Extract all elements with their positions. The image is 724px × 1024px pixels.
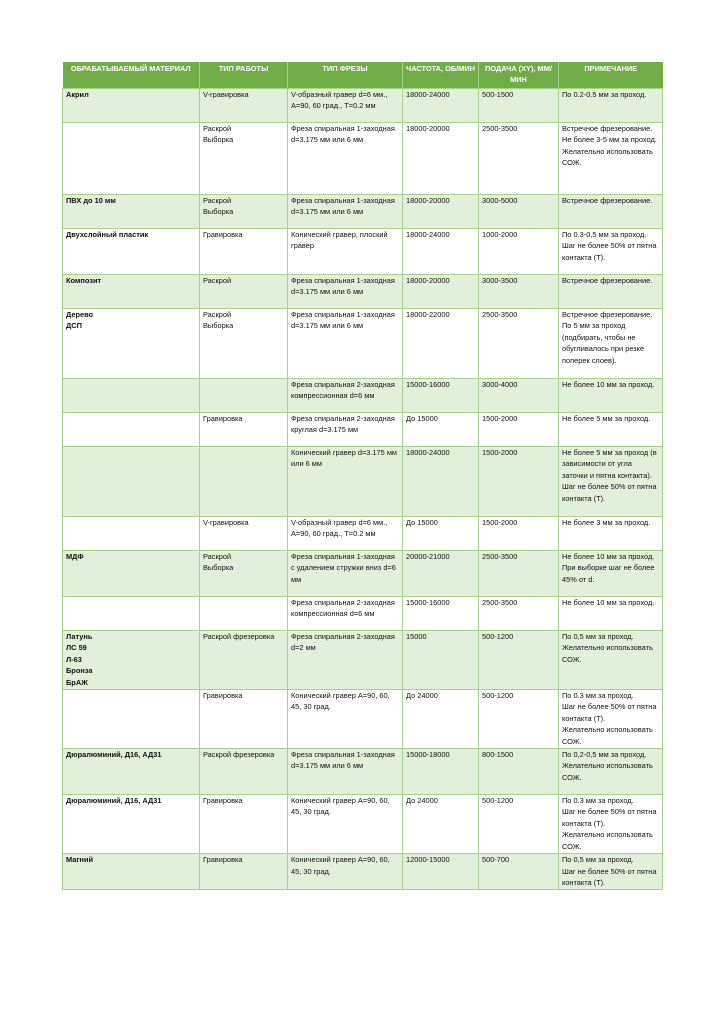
- cell-note: Встречное фрезерование. Не более 3-5 мм за проход. Желательно использовать СОЖ.: [559, 123, 663, 195]
- cell-rpm: До 15000: [403, 517, 479, 551]
- cell-material: [63, 597, 200, 631]
- table-row: [63, 123, 663, 195]
- cell-work-type: Раскрой Выборка: [200, 551, 288, 597]
- header-work-type: ТИП РАБОТЫ: [200, 62, 288, 89]
- cell-cutter-type: Конический гравер A=90, 60, 45, 30 град.: [288, 795, 403, 854]
- cell-cutter-type: Фреза спиральная 1-заходная d=3.175 мм или 6 мм: [288, 275, 403, 309]
- table-row: [63, 413, 663, 447]
- cell-cutter-type: Фреза спиральная 2-заходная компрессионная d=6 мм: [288, 379, 403, 413]
- cell-note: Не более 5 мм за проход (в зависимости от угла заточки и пятна контакта). Шаг не более 50% от пятна контакта (T).: [559, 447, 663, 517]
- cell-work-type: [200, 379, 288, 413]
- cell-feed: 2500-3500: [479, 597, 559, 631]
- cell-cutter-type: Конический гравер A=90, 60, 45, 30 град.: [288, 854, 403, 890]
- cell-work-type: V-гравировка: [200, 89, 288, 123]
- cell-rpm: 18000-24000: [403, 447, 479, 517]
- cell-note: Не более 3 мм за проход.: [559, 517, 663, 551]
- cell-cutter-type: Фреза спиральная 1-заходная d=3.175 мм или 6 мм: [288, 749, 403, 795]
- cell-cutter-type: Фреза спиральная 2-заходная компрессионная d=6 мм: [288, 597, 403, 631]
- cell-feed: 500-1200: [479, 631, 559, 690]
- cell-rpm: 18000-24000: [403, 229, 479, 275]
- cell-rpm: 15000-16000: [403, 379, 479, 413]
- header-material: ОБРАБАТЫВАЕМЫЙ МАТЕРИАЛ: [63, 62, 200, 89]
- table-row: [63, 195, 663, 229]
- cell-cutter-type: Конический гравер d=3.175 мм или 6 мм: [288, 447, 403, 517]
- cell-rpm: 18000-20000: [403, 123, 479, 195]
- cell-feed: 500-1200: [479, 795, 559, 854]
- cell-work-type: Раскрой Выборка: [200, 195, 288, 229]
- cell-cutter-type: Фреза спиральная 1-заходная d=3.175 мм или 6 мм: [288, 123, 403, 195]
- table-row: [63, 89, 663, 123]
- cell-note: По 0.3-0,5 мм за проход. Шаг не более 50% от пятна контакта (T).: [559, 229, 663, 275]
- cell-work-type: Раскрой фрезеровка: [200, 631, 288, 690]
- cell-feed: 1500-2000: [479, 517, 559, 551]
- cell-material: Латунь ЛС 59 Л-63 Бронза БрАЖ: [63, 631, 200, 690]
- table-row: [63, 517, 663, 551]
- cell-feed: 3000-5000: [479, 195, 559, 229]
- cell-note: По 0.3 мм за проход. Шаг не более 50% от пятна контакта (T). Желательно использовать СОЖ.: [559, 795, 663, 854]
- cell-rpm: 15000-16000: [403, 597, 479, 631]
- table-row: [63, 631, 663, 690]
- table-header-row: [63, 62, 663, 89]
- cell-material: Акрил: [63, 89, 200, 123]
- cell-material: Дерево ДСП: [63, 309, 200, 379]
- header-note: ПРИМЕЧАНИЕ: [559, 62, 663, 89]
- cell-material: ПВХ до 10 мм: [63, 195, 200, 229]
- cell-material: [63, 690, 200, 749]
- cell-material: [63, 379, 200, 413]
- cell-material: Двухслойный пластик: [63, 229, 200, 275]
- table-row: [63, 309, 663, 379]
- table-row: [63, 597, 663, 631]
- table-row: [63, 551, 663, 597]
- cell-work-type: Гравировка: [200, 229, 288, 275]
- cell-cutter-type: Фреза спиральная 2-заходная d=2 мм: [288, 631, 403, 690]
- cell-feed: 800-1500: [479, 749, 559, 795]
- cell-work-type: Гравировка: [200, 690, 288, 749]
- header-feed: ПОДАЧА (XY), ММ/МИН: [479, 62, 559, 89]
- cell-material: [63, 447, 200, 517]
- table-row: [63, 690, 663, 749]
- cell-note: Встречное фрезерование.: [559, 275, 663, 309]
- cell-work-type: [200, 447, 288, 517]
- table-row: [63, 229, 663, 275]
- cell-rpm: 18000-20000: [403, 275, 479, 309]
- cell-feed: 1500-2000: [479, 413, 559, 447]
- cell-work-type: V-гравировка: [200, 517, 288, 551]
- cell-feed: 2500-3500: [479, 551, 559, 597]
- cell-work-type: Гравировка: [200, 413, 288, 447]
- header-rpm: ЧАСТОТА, ОБ/МИН: [403, 62, 479, 89]
- cell-note: Встречное фрезерование. По 5 мм за проход (подбирать, чтобы не обугливалось при резке поперек слоев).: [559, 309, 663, 379]
- cell-cutter-type: Фреза спиральная 1-заходная d=3.175 мм или 6 мм: [288, 309, 403, 379]
- cell-rpm: 18000-22000: [403, 309, 479, 379]
- cell-note: По 0,5 мм за проход. Желательно использовать СОЖ.: [559, 631, 663, 690]
- cell-work-type: Раскрой Выборка: [200, 123, 288, 195]
- cell-material: Магний: [63, 854, 200, 890]
- table-row: [63, 275, 663, 309]
- table-row: [63, 379, 663, 413]
- cell-work-type: Гравировка: [200, 795, 288, 854]
- cell-feed: 500-1200: [479, 690, 559, 749]
- header-cutter-type: ТИП ФРЕЗЫ: [288, 62, 403, 89]
- cell-feed: 2500-3500: [479, 309, 559, 379]
- cell-cutter-type: Фреза спиральная 1-заходная d=3.175 мм или 6 мм: [288, 195, 403, 229]
- cell-cutter-type: Фреза спиральная 1-заходная с удалением стружки вниз d=6 мм: [288, 551, 403, 597]
- cell-note: Не более 10 мм за проход. При выборке шаг не более 45% от d.: [559, 551, 663, 597]
- cell-note: По 0,5 мм за проход. Шаг не более 50% от пятна контакта (T).: [559, 854, 663, 890]
- cell-note: Встречное фрезерование.: [559, 195, 663, 229]
- cell-rpm: До 15000: [403, 413, 479, 447]
- cell-feed: 500-700: [479, 854, 559, 890]
- cell-feed: 1000-2000: [479, 229, 559, 275]
- cell-cutter-type: V-образный гравер d=6 мм., A=90, 60 град., T=0.2 мм: [288, 89, 403, 123]
- milling-parameters-table: [62, 62, 663, 890]
- cell-material: Дюралюминий, Д16, АД31: [63, 749, 200, 795]
- cell-work-type: Раскрой фрезеровка: [200, 749, 288, 795]
- cell-feed: 2500-3500: [479, 123, 559, 195]
- cell-material: [63, 413, 200, 447]
- table-row: [63, 447, 663, 517]
- cell-material: Дюралюминий, Д16, АД31: [63, 795, 200, 854]
- cell-material: Композит: [63, 275, 200, 309]
- cell-work-type: [200, 597, 288, 631]
- cell-feed: 3000-4000: [479, 379, 559, 413]
- cell-feed: 3000-3500: [479, 275, 559, 309]
- cell-note: Не более 5 мм за проход.: [559, 413, 663, 447]
- cell-material: МДФ: [63, 551, 200, 597]
- cell-work-type: Гравировка: [200, 854, 288, 890]
- cell-rpm: 18000-20000: [403, 195, 479, 229]
- table-row: [63, 854, 663, 890]
- cell-material: [63, 517, 200, 551]
- cell-work-type: Раскрой Выборка: [200, 309, 288, 379]
- cell-note: По 0,2-0,5 мм за проход. Желательно использовать СОЖ.: [559, 749, 663, 795]
- cell-rpm: 15000: [403, 631, 479, 690]
- cell-note: Не более 10 мм за проход.: [559, 597, 663, 631]
- cell-rpm: 20000-21000: [403, 551, 479, 597]
- cell-cutter-type: Конический гравер, плоский гравер: [288, 229, 403, 275]
- cell-feed: 1500-2000: [479, 447, 559, 517]
- cell-material: [63, 123, 200, 195]
- cell-feed: 500-1500: [479, 89, 559, 123]
- cell-rpm: 12000-15000: [403, 854, 479, 890]
- cell-note: По 0.3 мм за проход. Шаг не более 50% от пятна контакта (T). Желательно использовать СОЖ.: [559, 690, 663, 749]
- cell-rpm: 15000-18000: [403, 749, 479, 795]
- cell-cutter-type: Фреза спиральная 2-заходная круглая d=3.175 мм: [288, 413, 403, 447]
- table-row: [63, 749, 663, 795]
- table-row: [63, 795, 663, 854]
- cell-cutter-type: Конический гравер A=90, 60, 45, 30 град.: [288, 690, 403, 749]
- cell-rpm: До 24000: [403, 690, 479, 749]
- cell-rpm: До 24000: [403, 795, 479, 854]
- cell-work-type: Раскрой: [200, 275, 288, 309]
- cell-note: По 0.2-0.5 мм за проход.: [559, 89, 663, 123]
- cell-rpm: 18000-24000: [403, 89, 479, 123]
- cell-cutter-type: V-образный гравер d=6 мм., A=90, 60 град., T=0.2 мм: [288, 517, 403, 551]
- cell-note: Не более 10 мм за проход.: [559, 379, 663, 413]
